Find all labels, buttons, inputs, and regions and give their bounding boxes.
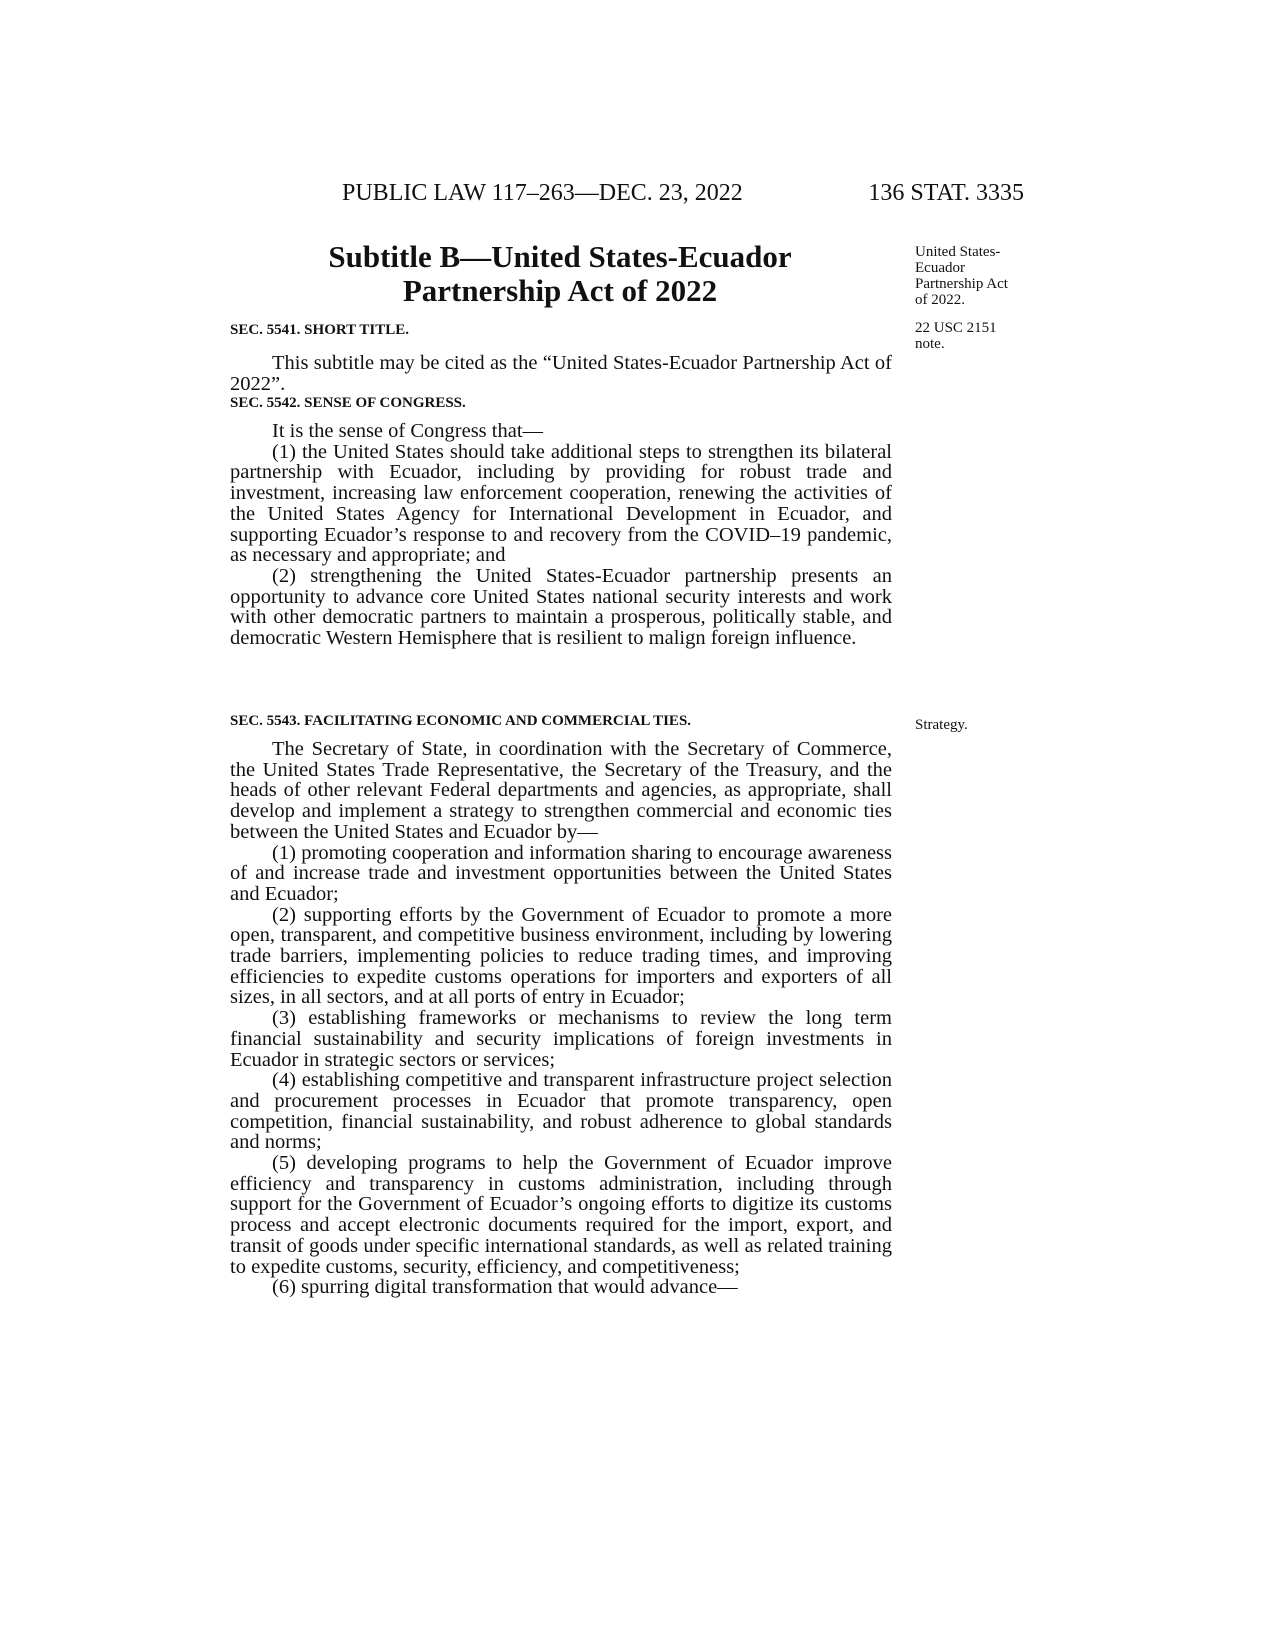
section-intro: The Secretary of State, in coordination with the Secretary of Commerce, the United States Trade Representative, the Secretary of the Treasury, and the heads of other relevant Federal departments and agencies, as appropriate, shall develop and implement a strategy to strengthen commercial and economic ties between the United States and Ecuador by— (230, 738, 892, 843)
paragraph-2: (2) strengthening the United States-Ecuador partnership presents an opportunity to advance core United States national security interests and work with other democratic partners to maintain a prosperous, politically stable, and democratic Western Hemisphere that is resilient to malign foreign influence. (230, 564, 892, 650)
paragraph-1: (1) promoting cooperation and information sharing to encourage awareness of and increase trade and investment opportunities between the United States and Ecuador; (230, 841, 892, 905)
paragraph-4: (4) establishing competitive and transparent infrastructure project selection and procurement processes in Ecuador that promote transparency, open competition, financial sustainability, and robust adherence to global standards and norms; (230, 1069, 892, 1154)
section-heading: SEC. 5541. SHORT TITLE. (230, 322, 409, 338)
section-text: This subtitle may be cited as the “United States-Ecuador Partnership Act of 2022”. (230, 352, 892, 395)
section-heading: SEC. 5543. FACILITATING ECONOMIC AND COMMERCIAL TIES. (230, 713, 692, 729)
paragraph-2: (2) supporting efforts by the Government of Ecuador to promote a more open, transparent, and competitive business environment, including by lowering trade barriers, implementing policies to reduce trading times, and improving efficiencies to expedite customs operations for importers and exporters of all sizes, in all sectors, and at all ports of entry in Ecuador; (230, 903, 892, 1009)
paragraph-6: (6) spurring digital transformation that would advance— (272, 1276, 738, 1299)
subtitle-line-1: Subtitle B—United States-Ecuador (328, 239, 792, 274)
section-5542 (230, 395, 892, 649)
margin-note-line: Partnership Act (915, 276, 1008, 292)
margin-note-usc (915, 320, 1045, 352)
margin-note-line: 22 USC 2151 (915, 320, 997, 336)
paragraph-5: (5) developing programs to help the Government of Ecuador improve efficiency and transparency in customs administration, including through support for the Government of Ecuador’s ongoing efforts to digitize its customs process and accept electronic documents required for the import, export, and transit of goods under specific international standards, as well as related training to expedite customs, security, efficiency, and competitiveness; (230, 1152, 892, 1278)
statute-page-number: 136 STAT. 3335 (868, 180, 1024, 206)
margin-note-line: note. (915, 336, 945, 352)
section-5541 (230, 322, 892, 394)
margin-note-line: Ecuador (915, 260, 965, 276)
subtitle-line-2: Partnership Act of 2022 (402, 273, 718, 308)
margin-note-line: of 2022. (915, 292, 965, 308)
paragraph-3: (3) establishing frameworks or mechanisms to review the long term financial sustainability and security implications of foreign investments in Ecuador in strategic sectors or services; (230, 1007, 892, 1071)
margin-note-line: United States- (915, 244, 1001, 260)
subtitle-heading (230, 240, 890, 308)
margin-note-strategy: Strategy. (915, 717, 968, 733)
section-5543 (230, 713, 892, 1298)
margin-note-act-name (915, 244, 1045, 308)
public-law-citation: PUBLIC LAW 117–263—DEC. 23, 2022 (342, 180, 743, 206)
section-intro: It is the sense of Congress that— (272, 420, 544, 442)
paragraph-1: (1) the United States should take additional steps to strengthen its bilateral partnership with Ecuador, including by providing for robust trade and investment, increasing law enforcement cooperation, renewing the activities of the United States Agency for International Development in Ecuador, and supporting Ecuador’s response to and recovery from the COVID–19 pandemic, as necessary and appropriate; and (230, 440, 892, 567)
section-heading: SEC. 5542. SENSE OF CONGRESS. (230, 395, 466, 411)
